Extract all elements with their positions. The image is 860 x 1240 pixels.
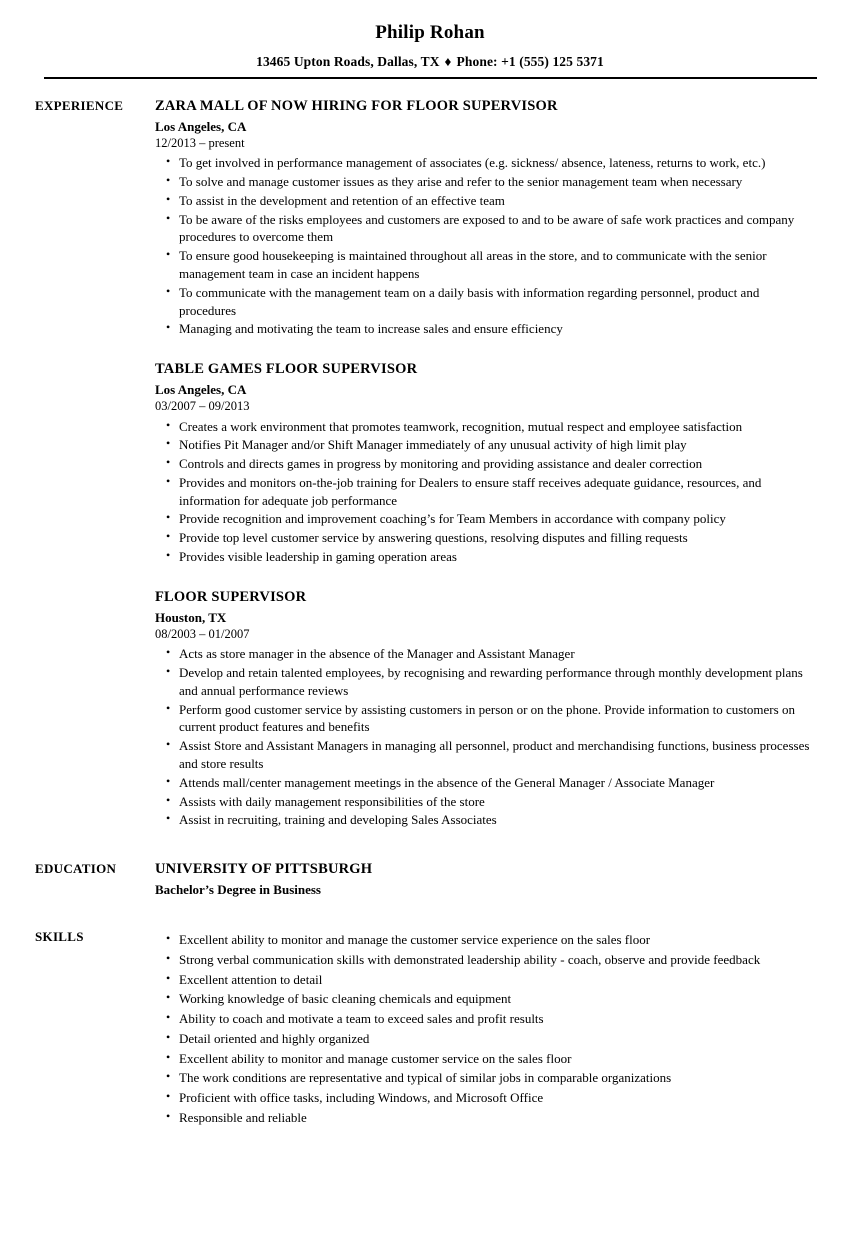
list-item: • Provide recognition and improvement coaching’s for Team Members in accordance with company policy xyxy=(155,510,815,528)
job-title: ZARA MALL OF NOW HIRING FOR FLOOR SUPERVISOR xyxy=(155,97,558,114)
list-item: • To solve and manage customer issues as they arise and refer to the senior management team when necessary xyxy=(155,173,815,191)
candidate-name: Philip Rohan xyxy=(375,22,485,43)
contact-line xyxy=(0,54,860,70)
list-item: • To be aware of the risks employees and customers are exposed to and to be aware of safe work practices and company procedures to overcome them xyxy=(155,211,815,247)
list-item: • Develop and retain talented employees, by recognising and rewarding performance through monthly development plans and annual performance reviews xyxy=(155,664,815,700)
education-degree: Bachelor’s Degree in Business xyxy=(155,882,321,898)
list-item: • Excellent ability to monitor and manage customer service on the sales floor xyxy=(155,1050,815,1068)
list-item: • Managing and motivating the team to increase sales and ensure efficiency xyxy=(155,320,815,338)
education-entries xyxy=(155,860,815,898)
job-title: TABLE GAMES FLOOR SUPERVISOR xyxy=(155,361,418,378)
list-item: • Controls and directs games in progress by monitoring and providing assistance and dealer correction xyxy=(155,455,815,473)
job-dates: 12/2013 – present xyxy=(155,135,245,150)
list-item: • Creates a work environment that promotes teamwork, recognition, mutual respect and employee satisfaction xyxy=(155,418,815,436)
list-item: • Perform good customer service by assisting customers in person or on the phone. Provide information to customers on current product features and benefits xyxy=(155,701,815,737)
list-item: • Working knowledge of basic cleaning chemicals and equipment xyxy=(155,990,815,1008)
list-item: • To ensure good housekeeping is maintained throughout all areas in the store, and to communicate with the senior management team in case an incident happens xyxy=(155,247,815,283)
job-responsibilities xyxy=(155,418,815,566)
list-item: • Provides visible leadership in gaming operation areas xyxy=(155,548,815,566)
experience-section xyxy=(0,97,860,829)
job-dates: 03/2007 – 09/2013 xyxy=(155,398,250,413)
job-location: Los Angeles, CA xyxy=(155,382,247,398)
list-item: • Assist Store and Assistant Managers in managing all personnel, product and merchandising functions, business processes and store results xyxy=(155,737,815,773)
list-item: • To get involved in performance management of associates (e.g. sickness/ absence, lateness, returns to work, etc.) xyxy=(155,154,815,172)
diamond-separator-icon: ♦ xyxy=(444,53,452,69)
job-entry xyxy=(155,360,815,566)
section-label-experience: EXPERIENCE xyxy=(35,97,124,113)
skills-section xyxy=(0,928,860,1127)
list-item: • Excellent ability to monitor and manage the customer service experience on the sales floor xyxy=(155,931,815,949)
list-item: • Provides and monitors on-the-job training for Dealers to ensure staff receives adequate guidance, resources, and information for adequate job performance xyxy=(155,474,815,510)
job-responsibilities xyxy=(155,645,815,829)
list-item: • Assist in recruiting, training and developing Sales Associates xyxy=(155,811,815,829)
skills-list xyxy=(155,931,815,1127)
resume-header xyxy=(0,0,860,79)
experience-entries xyxy=(155,97,815,829)
contact-address: 13465 Upton Roads, Dallas, TX xyxy=(256,53,440,69)
job-title: FLOOR SUPERVISOR xyxy=(155,588,307,605)
list-item: • Provide top level customer service by answering questions, resolving disputes and filling requests xyxy=(155,529,815,547)
education-school: UNIVERSITY OF PITTSBURGH xyxy=(155,861,373,878)
header-divider xyxy=(44,77,817,79)
job-responsibilities xyxy=(155,154,815,338)
list-item: • Strong verbal communication skills with demonstrated leadership ability - coach, observe and provide feedback xyxy=(155,951,815,969)
skills-entries xyxy=(155,928,815,1127)
education-section xyxy=(0,860,860,898)
job-entry xyxy=(155,588,815,829)
list-item: • The work conditions are representative and typical of similar jobs in comparable organizations xyxy=(155,1069,815,1087)
list-item: • Notifies Pit Manager and/or Shift Manager immediately of any unusual activity of high limit play xyxy=(155,436,815,454)
job-dates: 08/2003 – 01/2007 xyxy=(155,626,250,641)
job-location: Houston, TX xyxy=(155,610,227,625)
section-label-skills: SKILLS xyxy=(35,928,84,944)
list-item: • Acts as store manager in the absence of the Manager and Assistant Manager xyxy=(155,645,815,663)
list-item: • Attends mall/center management meetings in the absence of the General Manager / Associate Manager xyxy=(155,774,815,792)
job-location: Los Angeles, CA xyxy=(155,118,247,134)
list-item: • To communicate with the management team on a daily basis with information regarding personnel, product and procedures xyxy=(155,284,815,320)
list-item: • Assists with daily management responsibilities of the store xyxy=(155,793,815,811)
list-item: • To assist in the development and retention of an effective team xyxy=(155,192,815,210)
list-item: • Responsible and reliable xyxy=(155,1109,815,1127)
section-label-education: EDUCATION xyxy=(35,861,117,877)
list-item: • Excellent attention to detail xyxy=(155,971,815,989)
list-item: • Detail oriented and highly organized xyxy=(155,1030,815,1048)
list-item: • Proficient with office tasks, including Windows, and Microsoft Office xyxy=(155,1089,815,1107)
contact-phone: Phone: +1 (555) 125 5371 xyxy=(456,53,604,69)
job-entry xyxy=(155,97,815,338)
list-item: • Ability to coach and motivate a team to exceed sales and profit results xyxy=(155,1010,815,1028)
